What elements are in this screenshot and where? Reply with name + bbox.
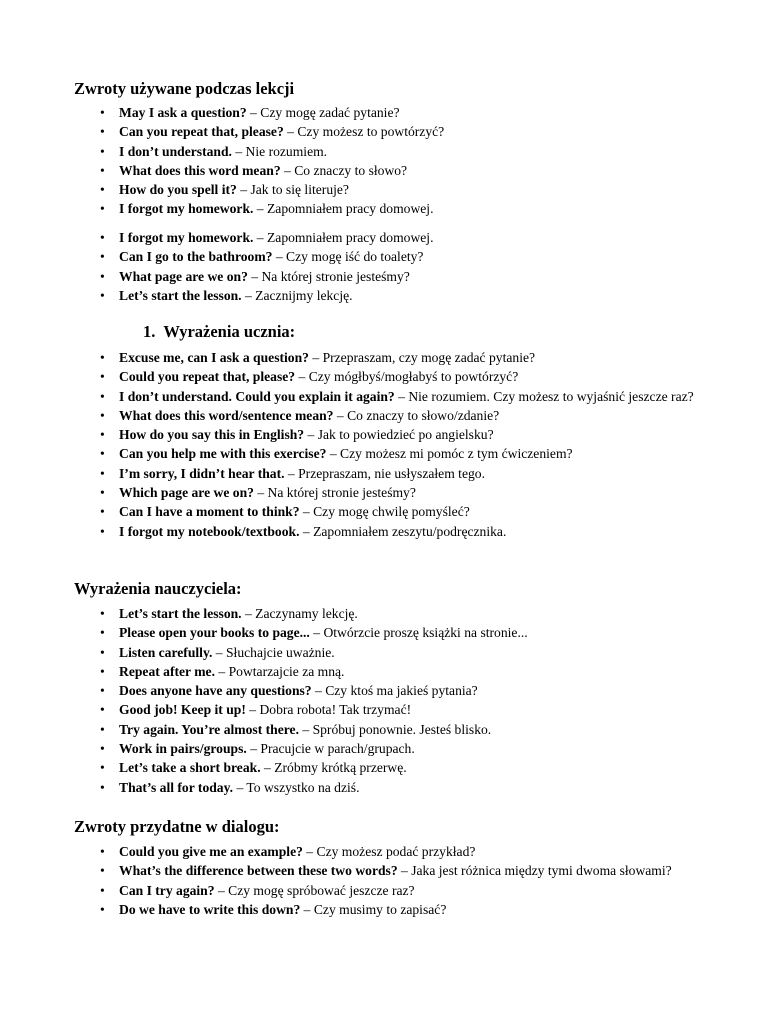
english-phrase: Could you give me an example? [119,844,303,859]
separator: – [236,182,251,198]
list-item [0,662,768,681]
separator: – [394,388,409,404]
polish-translation: Nie rozumiem. Czy możesz to wyjaśnić jeszcze raz? [408,388,694,404]
section-title-classroom-phrases: Zwroty używane podczas lekcji [74,79,295,98]
polish-translation: Zapomniałem pracy domowej. [267,201,434,217]
polish-translation: Zapomniałem zeszytu/podręcznika. [313,523,507,539]
list-item [0,228,768,247]
bullet-glyph: • [100,625,105,641]
classroom-phrases-list [0,103,768,219]
separator: – [247,268,262,284]
separator: – [284,465,299,481]
separator: – [233,779,247,795]
student-expressions-list [0,348,768,541]
polish-translation: Słuchajcie uważnie. [225,644,335,660]
polish-translation: Zróbmy krótką przerwę. [274,760,407,776]
bullet-glyph: • [100,268,105,284]
english-phrase: Listen carefully. [119,644,213,660]
english-phrase: Let’s take a short break. [119,760,261,776]
english-phrase: What does this word mean? [119,162,281,178]
list-item [0,522,768,541]
english-phrase: What page are we on? [119,268,248,284]
separator: – [299,523,314,539]
list-item [0,122,768,141]
bullet-glyph: • [100,446,105,462]
english-phrase: Does anyone have any questions? [119,683,312,699]
polish-translation: Zacznijmy lekcję. [255,287,353,303]
list-item [0,406,768,425]
list-item [0,700,768,719]
polish-translation: Czy możesz podać przykład? [316,844,476,859]
list-item [0,142,768,161]
polish-translation: Przepraszam, czy mogę zadać pytanie? [322,350,536,365]
dialogue-phrases-list [0,842,768,919]
bullet-glyph: • [100,182,105,198]
bullet-glyph: • [100,350,105,365]
list-item [0,861,768,880]
list-item [0,720,768,739]
polish-translation: Jaka jest różnica między tymi dwoma słowami? [411,863,672,879]
english-phrase: I forgot my homework. [119,201,254,217]
bullet-glyph: • [100,683,105,699]
list-item [0,367,768,386]
separator: – [253,485,268,501]
list-item [0,483,768,502]
bullet-glyph: • [100,230,105,245]
polish-translation: Czy możesz to powtórzyć? [297,124,445,140]
separator: – [326,446,341,462]
polish-translation: Czy mógłbyś/mogłabyś to powtórzyć? [308,369,519,385]
separator: – [246,105,261,120]
list-item [0,247,768,266]
list-item [0,180,768,199]
separator: – [241,606,256,621]
polish-translation: Czy możesz mi pomóc z tym ćwiczeniem? [340,446,573,462]
bullet-glyph: • [100,702,105,718]
bullet-glyph: • [100,124,105,140]
bullet-glyph: • [100,523,105,539]
english-phrase: Excuse me, can I ask a question? [119,350,309,365]
bullet-glyph: • [100,901,105,917]
bullet-glyph: • [100,287,105,303]
bullet-glyph: • [100,485,105,501]
english-phrase: What does this word/sentence mean? [119,407,334,423]
english-phrase: Let’s start the lesson. [119,287,242,303]
english-phrase: Which page are we on? [119,485,254,501]
bullet-glyph: • [100,863,105,879]
polish-translation: Zapomniałem pracy domowej. [267,230,434,245]
separator: – [212,644,226,660]
polish-translation: Jak to powiedzieć po angielsku? [317,427,494,443]
list-item [0,267,768,286]
classroom-phrases-list-2 [0,228,768,305]
separator: – [308,350,323,365]
list-item [0,900,768,919]
english-phrase: Can you help me with this exercise? [119,446,327,462]
polish-translation: Pracujcie w parach/grupach. [260,741,415,757]
english-phrase: I don’t understand. Could you explain it again? [119,388,395,404]
polish-translation: Powtarzajcie za mną. [228,663,345,679]
english-phrase: I forgot my notebook/textbook. [119,523,300,539]
list-item [0,103,768,122]
bullet-glyph: • [100,844,105,859]
separator: – [283,124,298,140]
bullet-glyph: • [100,882,105,898]
polish-translation: Spróbuj ponownie. Jesteś blisko. [312,721,492,737]
polish-translation: Dobra robota! Tak trzymać! [259,702,412,718]
section-title-teacher-expressions: Wyrażenia nauczyciela: [74,579,242,598]
english-phrase: Try again. You’re almost there. [119,721,299,737]
english-phrase: I forgot my homework. [119,230,254,245]
list-item [0,842,768,861]
english-phrase: Can I have a moment to think? [119,504,300,520]
bullet-glyph: • [100,162,105,178]
list-item [0,161,768,180]
english-phrase: Can I go to the bathroom? [119,249,273,265]
list-item [0,444,768,463]
english-phrase: What’s the difference between these two words? [119,863,398,879]
separator: – [309,625,324,641]
bullet-glyph: • [100,644,105,660]
polish-translation: Na której stronie jesteśmy? [261,268,410,284]
bullet-glyph: • [100,663,105,679]
separator: – [304,427,318,443]
separator: – [241,287,256,303]
separator: – [231,143,246,159]
bullet-glyph: • [100,606,105,621]
english-phrase: Repeat after me. [119,663,215,679]
separator: – [245,702,260,718]
polish-translation: Zaczynamy lekcję. [255,606,358,621]
english-phrase: I don’t understand. [119,143,232,159]
separator: – [253,201,267,217]
list-item [0,199,768,218]
polish-translation: Czy mogę chwilę pomyśleć? [313,504,470,520]
polish-translation: Nie rozumiem. [245,143,328,159]
polish-translation: Czy ktoś ma jakieś pytania? [325,683,478,699]
list-item [0,758,768,777]
separator: – [214,882,229,898]
polish-translation: Na której stronie jesteśmy? [267,485,416,501]
polish-translation: Czy mogę spróbować jeszcze raz? [228,882,415,898]
english-phrase: May I ask a question? [119,105,247,120]
english-phrase: How do you spell it? [119,182,237,198]
polish-translation: Jak to się literuje? [250,182,349,198]
bullet-glyph: • [100,760,105,776]
bullet-glyph: • [100,741,105,757]
bullet-glyph: • [100,407,105,423]
bullet-glyph: • [100,201,105,217]
list-item [0,286,768,305]
bullet-glyph: • [100,721,105,737]
separator: – [253,230,267,245]
list-item [0,881,768,900]
separator: – [397,863,412,879]
separator: – [298,721,313,737]
english-phrase: I’m sorry, I didn’t hear that. [119,465,285,481]
english-phrase: Work in pairs/groups. [119,741,247,757]
english-phrase: Do we have to write this down? [119,901,301,917]
list-item [0,739,768,758]
polish-translation: Co znaczy to słowo/zdanie? [347,407,500,423]
polish-translation: Czy mogę zadać pytanie? [260,105,400,120]
list-item [0,681,768,700]
list-item [0,464,768,483]
polish-translation: Otwórzcie proszę książki na stronie... [323,625,528,641]
english-phrase: Good job! Keep it up! [119,702,246,718]
english-phrase: Can you repeat that, please? [119,124,284,140]
english-phrase: That’s all for today. [119,779,234,795]
polish-translation: To wszystko na dziś. [246,779,360,795]
separator: – [311,683,326,699]
separator: – [272,249,287,265]
polish-translation: Czy musimy to zapisać? [313,901,447,917]
list-item [0,348,768,367]
list-item [0,387,768,406]
list-item [0,604,768,623]
separator: – [300,901,314,917]
bullet-glyph: • [100,369,105,385]
teacher-expressions-list [0,604,768,797]
separator: – [246,741,261,757]
section-title-dialogue-phrases: Zwroty przydatne w dialogu: [74,817,280,836]
bullet-glyph: • [100,143,105,159]
separator: – [280,162,295,178]
section-title-student-expressions: 1. Wyrażenia ucznia: [143,322,296,341]
bullet-glyph: • [100,504,105,520]
list-item [0,623,768,642]
bullet-glyph: • [100,249,105,265]
list-item [0,502,768,521]
english-phrase: Let’s start the lesson. [119,606,242,621]
bullet-glyph: • [100,427,105,443]
bullet-glyph: • [100,465,105,481]
bullet-glyph: • [100,105,105,120]
english-phrase: Could you repeat that, please? [119,369,296,385]
bullet-glyph: • [100,779,105,795]
polish-translation: Przepraszam, nie usłyszałem tego. [298,465,485,481]
english-phrase: Please open your books to page... [119,625,310,641]
separator: – [260,760,275,776]
list-item [0,643,768,662]
polish-translation: Co znaczy to słowo? [294,162,408,178]
english-phrase: Can I try again? [119,882,215,898]
separator: – [333,407,348,423]
list-item [0,425,768,444]
list-item [0,778,768,797]
separator: – [215,663,229,679]
separator: – [299,504,314,520]
polish-translation: Czy mogę iść do toalety? [286,249,424,265]
bullet-glyph: • [100,388,105,404]
separator: – [295,369,309,385]
english-phrase: How do you say this in English? [119,427,305,443]
separator: – [302,844,317,859]
